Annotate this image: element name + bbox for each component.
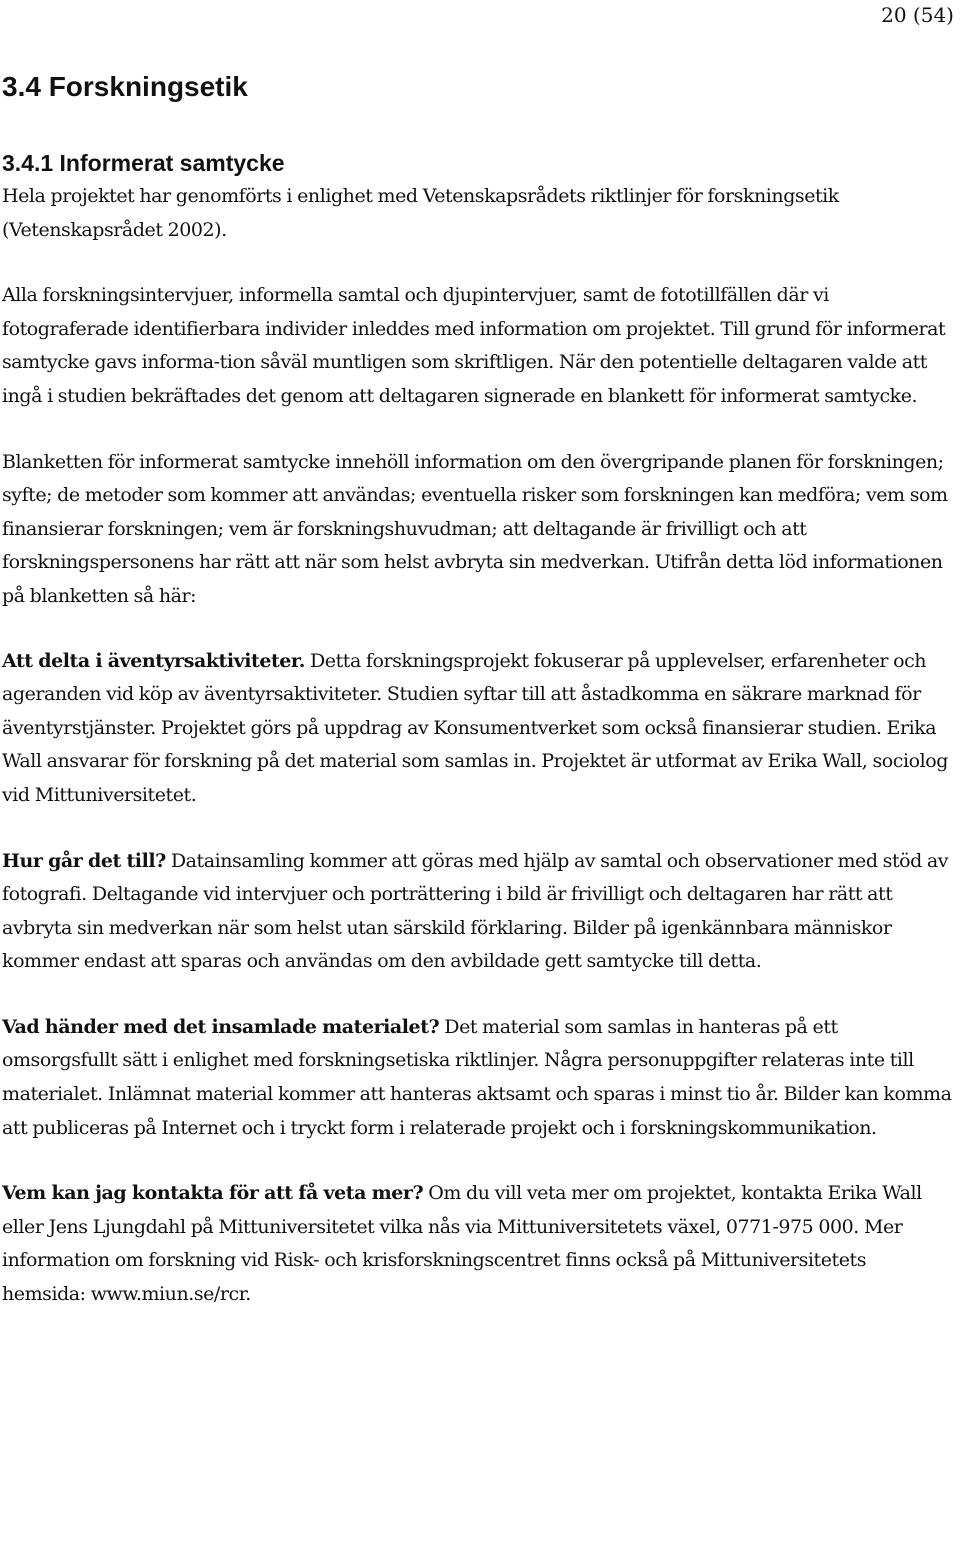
paragraph-text: Det material som samlas in hanteras på ett omsorgsfullt sätt i enlighet med forskningsetiska riktlinjer. Några personuppgifter relateras inte till materialet. Inlämnat material kommer att hanteras aktsamt och sparas i minst tio år. Bilder kan komma att publiceras på Internet och i tryckt form i relaterade projekt och i forskningskommunikation. (2, 1015, 952, 1139)
paragraph-text: Hela projektet har genomförts i enlighet med Vetenskapsrådets riktlinjer för forskningsetik (Vetenskapsrådet 2002). (2, 185, 839, 241)
paragraph-lead: Hur går det till? (2, 849, 166, 872)
page-number: 20 (54) (881, 3, 954, 27)
paragraph-how (2, 845, 952, 979)
section-heading: 3.4 Forskningsetik (2, 71, 248, 102)
paragraph-text: Detta forskningsprojekt fokuserar på upplevelser, erfarenheter och ageranden vid köp av äventyrsaktiviteter. Studien syftar till att åstadkomma en säkrare marknad för äventyrstjänster. Projektet görs på uppdrag av Konsumentverket som också finansierar studien. Erika Wall ansvarar för forskning på det material som samlas in. Projektet är utformat av Erika Wall, sociolog vid Mittuniversitetet. (2, 649, 948, 806)
paragraph-consent-form (2, 446, 952, 614)
paragraph-text: Om du vill veta mer om projektet, kontakta Erika Wall eller Jens Ljungdahl på Mittuniversitetet vilka nås via Mittuniversitetets växel, 0771-975 000. Mer information om forskning vid Risk- och krisforskningscentret finns också på Mittuniversitetets hemsida: www.miun.se/rcr. (2, 1182, 922, 1306)
paragraph-lead: Att delta i äventyrsaktiviteter. (2, 649, 305, 672)
paragraph-interviews (2, 279, 952, 413)
paragraph-lead: Vem kan jag kontakta för att få veta mer? (2, 1182, 424, 1205)
paragraph-text: Alla forskningsintervjuer, informella samtal och djupintervjuer, samt de fototillfällen där vi fotograferade identifierbara individer inleddes med information om projektet. Till grund för informerat samtycke gavs informa-tion såväl muntligen som skriftligen. När den potentielle deltagaren valde att ingå i studien bekräftades det genom att deltagaren signerade en blankett för informerat samtycke. (2, 284, 946, 407)
document-body (2, 68, 952, 1312)
subsection-heading: 3.4.1 Informerat samtycke (2, 150, 285, 176)
paragraph-participation (2, 645, 952, 813)
paragraph-material (2, 1011, 952, 1145)
paragraph-intro (2, 180, 952, 247)
paragraph-text: Blanketten för informerat samtycke innehöll information om den övergripande planen för forskningen; syfte; de metoder som kommer att användas; eventuella risker som forskningen kan medföra; vem som finansierar forskningen; vem är forskningshuvudman; att deltagande är frivilligt och att forskningspersonens har rätt att när som helst avbryta sin medverkan. Utifrån detta löd informationen på blanketten så här: (2, 450, 948, 607)
paragraph-lead: Vad händer med det insamlade materialet? (2, 1015, 440, 1038)
paragraph-text: Datainsamling kommer att göras med hjälp av samtal och observationer med stöd av fotografi. Deltagande vid intervjuer och porträttering i bild är frivilligt och deltagaren har rätt att avbryta sin medverkan när som helst utan särskild förklaring. Bilder på igenkännbara människor kommer endast att sparas och användas om den avbildade gett samtycke till detta. (2, 849, 949, 973)
paragraph-contact (2, 1177, 952, 1311)
